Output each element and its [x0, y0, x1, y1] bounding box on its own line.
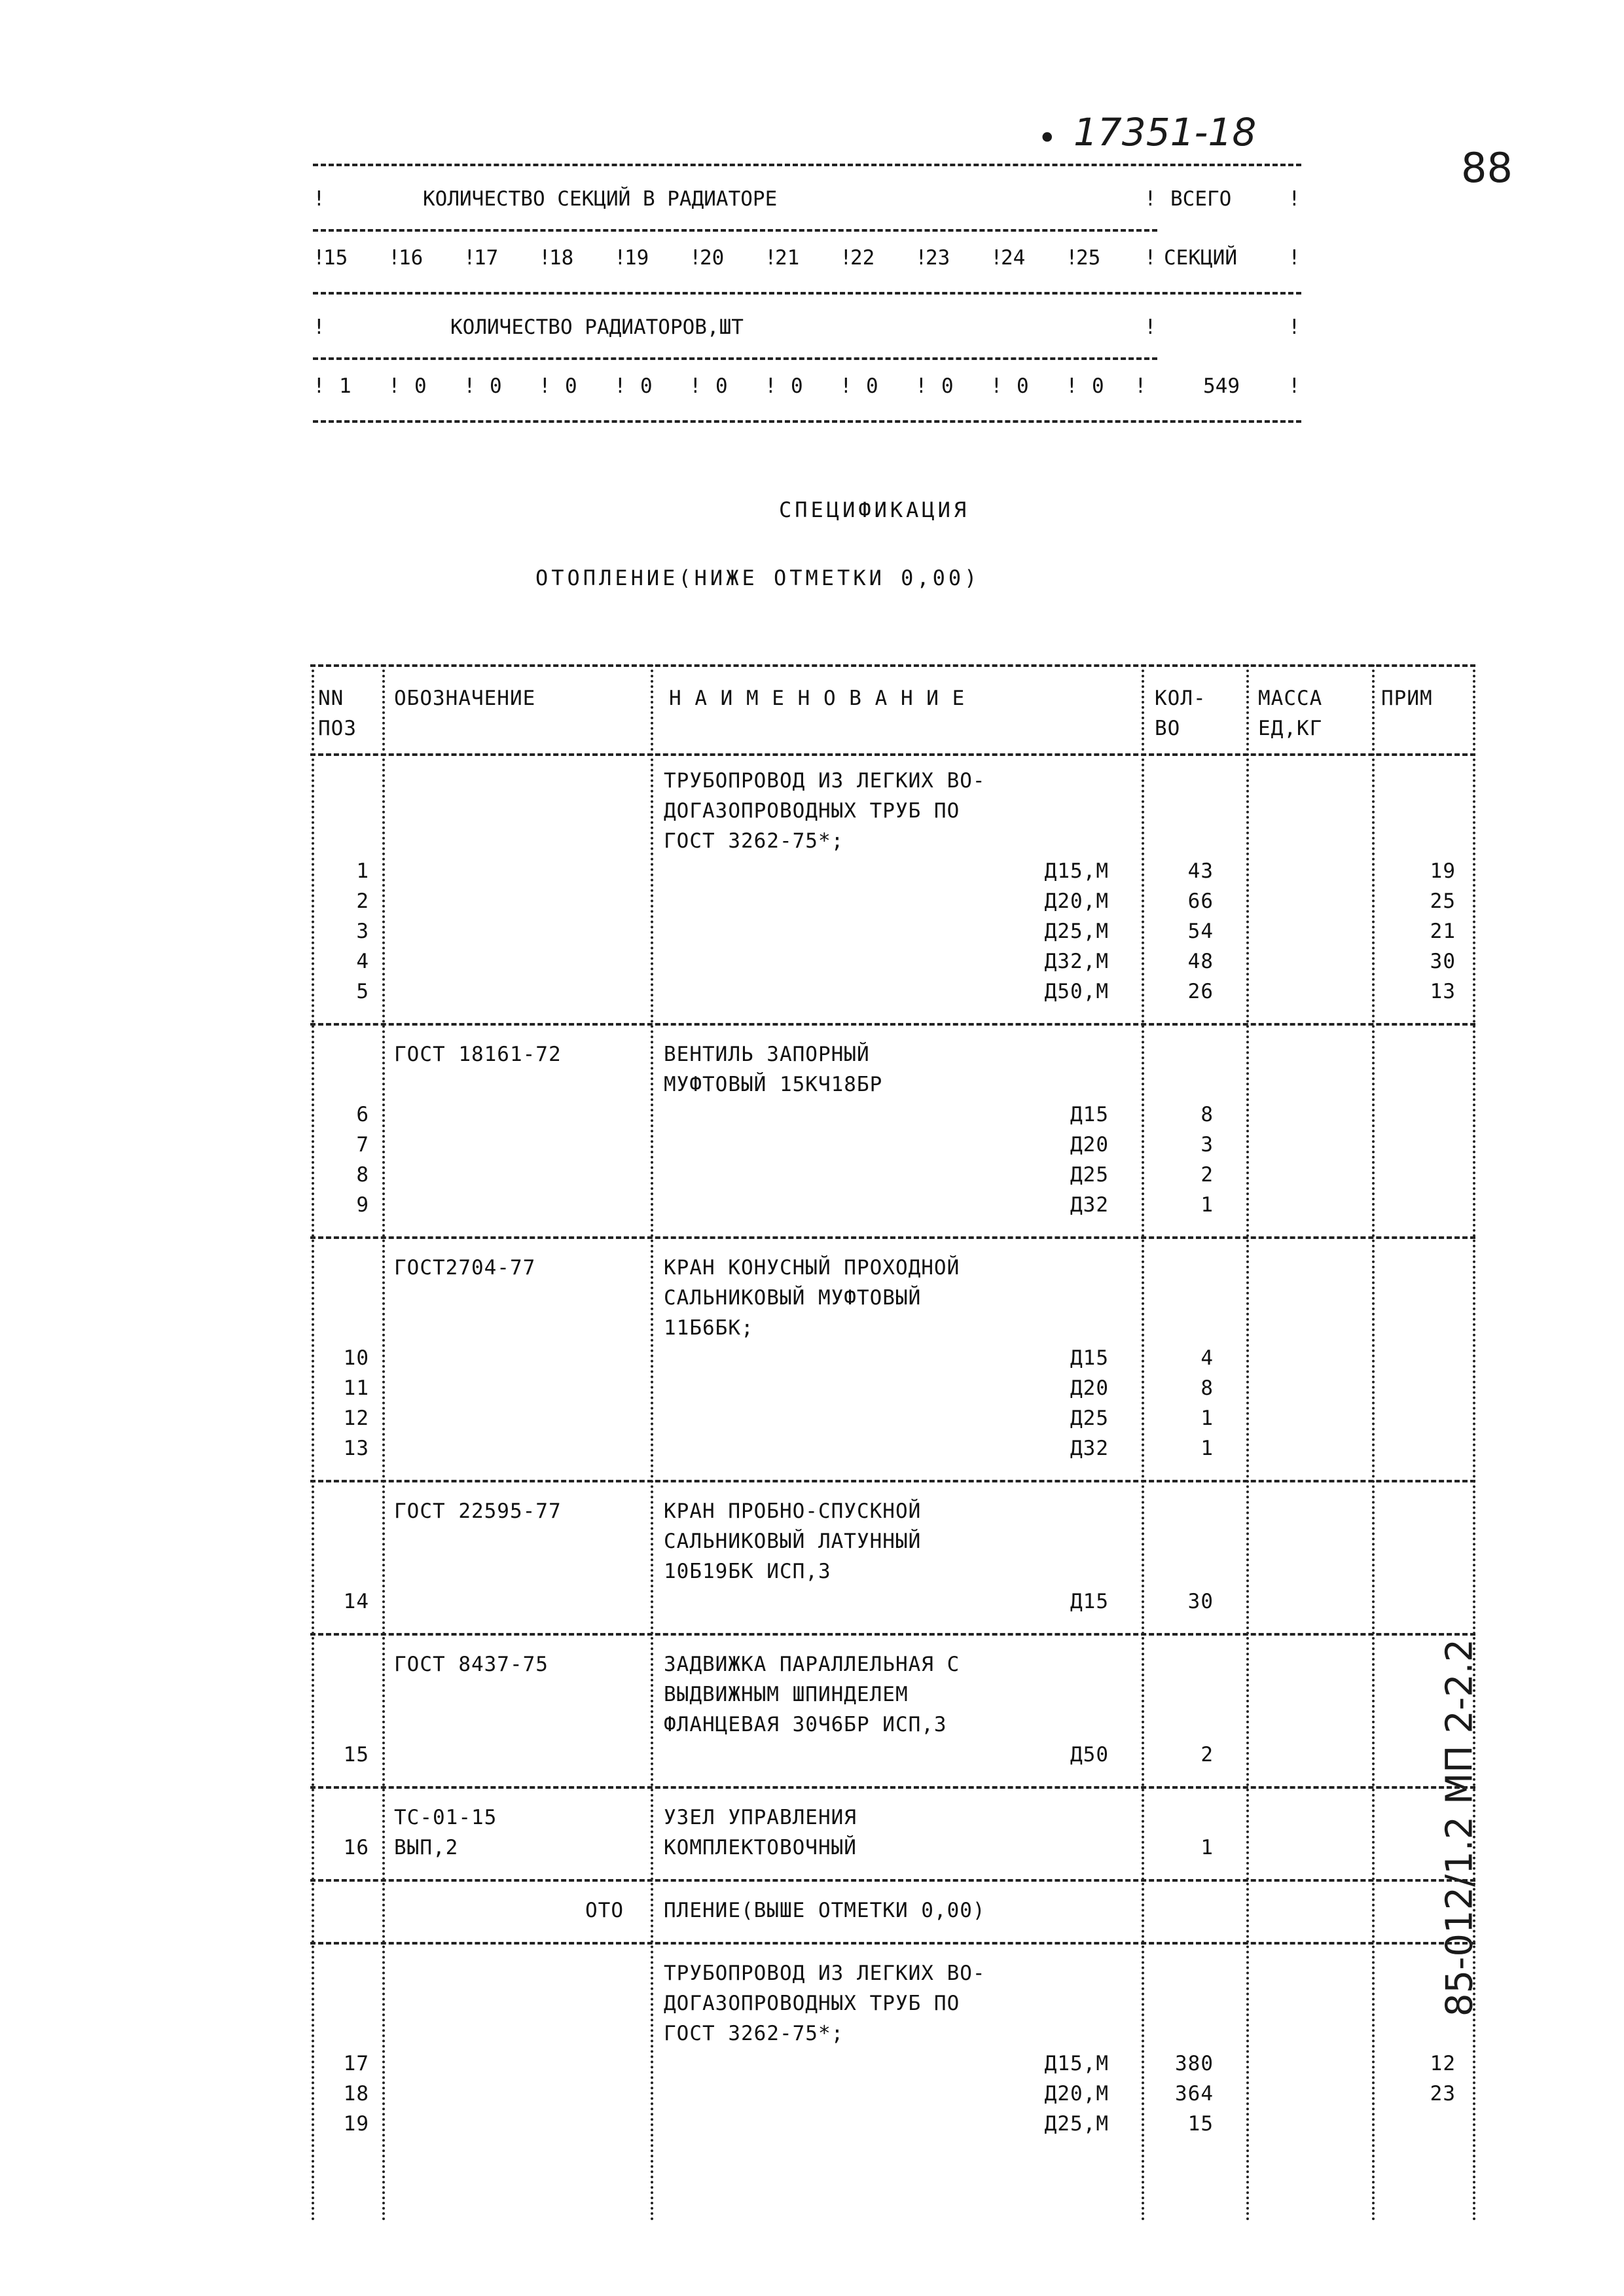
- count-caption-row: ! КОЛИЧЕСТВО РАДИАТОРОВ,ШТ ! !: [313, 315, 1301, 339]
- total-label-2: СЕКЦИЙ: [1164, 246, 1237, 270]
- item-size: Д20: [1070, 1376, 1109, 1400]
- position-number: 17: [343, 2052, 369, 2075]
- section-count-18: 18: [549, 246, 574, 270]
- section-count-17: 17: [474, 246, 499, 270]
- position-number: 1: [356, 859, 369, 883]
- item-name: ТРУБОПРОВОД ИЗ ЛЕГКИХ ВО-: [664, 1962, 986, 1985]
- col-qty-header: КОЛ-: [1155, 687, 1206, 710]
- note: 19: [1430, 859, 1456, 883]
- cell-separator: !: [1066, 374, 1078, 398]
- cell-separator: !: [840, 246, 852, 270]
- quantity: 364: [1175, 2082, 1214, 2106]
- section-count-22: 22: [850, 246, 875, 270]
- radiator-count: 0: [640, 374, 653, 398]
- cell-separator: !: [840, 374, 852, 398]
- radiator-caption-row: ! КОЛИЧЕСТВО СЕКЦИЙ В РАДИАТОРЕ ! ВСЕГО !: [313, 187, 1301, 211]
- position-number: 11: [343, 1376, 369, 1400]
- item-size: Д32: [1070, 1437, 1109, 1460]
- quantity: 380: [1175, 2052, 1214, 2075]
- quantity: 8: [1200, 1376, 1214, 1400]
- item-name: ДОГАЗОПРОВОДНЫХ ТРУБ ПО: [664, 799, 960, 823]
- position-number: 8: [356, 1163, 369, 1187]
- divider: [310, 1236, 1475, 1239]
- position-number: 3: [356, 920, 369, 943]
- designation: ГОСТ 8437-75: [394, 1653, 549, 1676]
- col-separator: [1473, 664, 1475, 2222]
- col-separator: [1246, 664, 1249, 2222]
- radiator-count: 0: [1017, 374, 1029, 398]
- col-name-header: Н А И М Е Н О В А Н И Е: [669, 687, 965, 710]
- quantity: 2: [1200, 1163, 1214, 1187]
- item-size: Д25,М: [1044, 920, 1109, 943]
- section-count-20: 20: [700, 246, 725, 270]
- quantity: 8: [1200, 1103, 1214, 1126]
- item-size: Д32: [1070, 1193, 1109, 1217]
- col-separator: [651, 664, 653, 2222]
- radiator-count: 0: [941, 374, 954, 398]
- designation: ГОСТ 18161-72: [394, 1043, 562, 1066]
- cell-separator: !: [915, 246, 928, 270]
- quantity: 30: [1187, 1590, 1214, 1613]
- divider: [313, 292, 1301, 295]
- item-name: САЛЬНИКОВЫЙ МУФТОВЫЙ: [664, 1286, 922, 1310]
- item-size: Д20,М: [1044, 889, 1109, 913]
- radiator-count: 0: [414, 374, 427, 398]
- col-separator: [312, 664, 314, 2222]
- item-name: УЗЕЛ УПРАВЛЕНИЯ: [664, 1806, 857, 1829]
- item-name: МУФТОВЫЙ 15КЧ18БР: [664, 1073, 883, 1096]
- count-caption: КОЛИЧЕСТВО РАДИАТОРОВ,ШТ: [450, 315, 744, 339]
- section-break-prefix: ОТО: [585, 1899, 624, 1922]
- page-number: 88: [1461, 144, 1513, 192]
- quantity: 1: [1200, 1437, 1214, 1460]
- total-sections: 549: [1203, 374, 1240, 398]
- quantity: 1: [1200, 1836, 1214, 1859]
- quantity: 1: [1200, 1407, 1214, 1430]
- note: 23: [1430, 2082, 1456, 2106]
- quantity: 4: [1200, 1346, 1214, 1370]
- item-size: Д50: [1070, 1743, 1109, 1767]
- position-number: 2: [356, 889, 369, 913]
- section-count-21: 21: [775, 246, 800, 270]
- position-number: 4: [356, 950, 369, 973]
- item-name: ФЛАНЦЕВАЯ 30Ч6БР ИСП,3: [664, 1713, 947, 1736]
- cell-separator: !: [313, 374, 325, 398]
- divider: [313, 164, 1301, 166]
- side-code: 85-012/1.2 МП 2-2.2: [1438, 1638, 1481, 2017]
- position-number: 12: [343, 1407, 369, 1430]
- divider: [310, 753, 1475, 756]
- item-size: Д20: [1070, 1133, 1109, 1157]
- section-count-23: 23: [926, 246, 950, 270]
- cell-separator: !: [539, 246, 551, 270]
- position-number: 16: [343, 1836, 369, 1859]
- cell-separator: !: [388, 246, 401, 270]
- note: 21: [1430, 920, 1456, 943]
- position-number: 6: [356, 1103, 369, 1126]
- item-name: КРАН КОНУСНЫЙ ПРОХОДНОЙ: [664, 1256, 960, 1280]
- quantity: 3: [1200, 1133, 1214, 1157]
- cell-separator: !: [463, 374, 476, 398]
- divider: [310, 1480, 1475, 1482]
- doc-number-dot: •: [1038, 119, 1057, 157]
- item-size: Д15: [1070, 1346, 1109, 1370]
- position-number: 5: [356, 980, 369, 1003]
- item-size: Д15,М: [1044, 2052, 1109, 2075]
- item-size: Д20,М: [1044, 2082, 1109, 2106]
- quantity: 26: [1187, 980, 1214, 1003]
- spec-table: [310, 664, 1475, 2222]
- quantity: 54: [1187, 920, 1214, 943]
- quantity: 48: [1187, 950, 1214, 973]
- quantity: 2: [1200, 1743, 1214, 1767]
- radiator-caption: КОЛИЧЕСТВО СЕКЦИЙ В РАДИАТОРЕ: [423, 187, 778, 211]
- cell-separator: !: [1134, 374, 1147, 398]
- note: 12: [1430, 2052, 1456, 2075]
- col-note-header: ПРИМ: [1381, 687, 1433, 710]
- item-name: КРАН ПРОБНО-СПУСКНОЙ: [664, 1499, 922, 1523]
- cell-separator: !: [765, 374, 777, 398]
- cell-separator: !: [313, 246, 325, 270]
- sections-row: ! СЕКЦИЙ ! ! 15 ! 16 ! 17 ! 18 ! 19 ! 20 ! 21 ! 22 ! 23 ! 24 ! 25: [313, 246, 1301, 270]
- item-name: 11Б6БК;: [664, 1316, 754, 1340]
- col-mass-header-2: ЕД,КГ: [1258, 717, 1323, 740]
- radiator-count: 0: [791, 374, 803, 398]
- cell-separator: !: [614, 246, 626, 270]
- item-size: Д50,М: [1044, 980, 1109, 1003]
- note: 13: [1430, 980, 1456, 1003]
- col-pos-header: NN: [318, 687, 344, 710]
- item-name: ТРУБОПРОВОД ИЗ ЛЕГКИХ ВО-: [664, 769, 986, 793]
- radiator-count: 0: [715, 374, 728, 398]
- item-size: Д15: [1070, 1103, 1109, 1126]
- cell-separator: !: [990, 374, 1003, 398]
- cell-separator: !: [765, 246, 777, 270]
- cell-separator: !: [614, 374, 626, 398]
- item-name: ВЕНТИЛЬ ЗАПОРНЫЙ: [664, 1043, 870, 1066]
- item-name: 10Б19БК ИСП,3: [664, 1560, 831, 1583]
- item-name: КОМПЛЕКТОВОЧНЫЙ: [664, 1836, 857, 1859]
- quantity: 66: [1187, 889, 1214, 913]
- item-name: ДОГАЗОПРОВОДНЫХ ТРУБ ПО: [664, 1992, 960, 2015]
- divider: [310, 1786, 1475, 1789]
- position-number: 15: [343, 1743, 369, 1767]
- radiator-count: 0: [490, 374, 502, 398]
- col-separator: [382, 664, 385, 2222]
- divider: [310, 1879, 1475, 1882]
- divider: [310, 664, 1475, 667]
- position-number: 7: [356, 1133, 369, 1157]
- section-count-24: 24: [1001, 246, 1026, 270]
- item-name: САЛЬНИКОВЫЙ ЛАТУННЫЙ: [664, 1530, 922, 1553]
- col-designation-header: ОБОЗНАЧЕНИЕ: [394, 687, 536, 710]
- counts-row: 549 ! ! 1 ! 0 ! 0 ! 0 ! 0 ! 0 ! 0 ! 0 ! 0 ! 0 ! 0 !: [313, 374, 1301, 398]
- col-separator: [1142, 664, 1144, 2222]
- item-name: ЗАДВИЖКА ПАРАЛЛЕЛЬНАЯ С: [664, 1653, 960, 1676]
- item-size: Д25,М: [1044, 2112, 1109, 2136]
- designation: ГОСТ2704-77: [394, 1256, 536, 1280]
- spec-title: СПЕЦИФИКАЦИЯ: [779, 497, 970, 522]
- total-label: ВСЕГО: [1170, 187, 1232, 211]
- position-number: 18: [343, 2082, 369, 2106]
- quantity: 43: [1187, 859, 1214, 883]
- cell-separator: !: [915, 374, 928, 398]
- item-size: Д25: [1070, 1163, 1109, 1187]
- quantity: 15: [1187, 2112, 1214, 2136]
- divider: [310, 1023, 1475, 1026]
- item-name: ВЫДВИЖНЫМ ШПИНДЕЛЕМ: [664, 1683, 909, 1706]
- section-count-16: 16: [399, 246, 424, 270]
- radiator-count: 0: [565, 374, 577, 398]
- doc-number: 17351-18: [1074, 110, 1257, 154]
- col-mass-header: МАССА: [1258, 687, 1323, 710]
- section-break-title: ПЛЕНИЕ(ВЫШЕ ОТМЕТКИ 0,00): [664, 1899, 986, 1922]
- designation: ГОСТ 22595-77: [394, 1499, 562, 1523]
- col-separator: [1372, 664, 1375, 2222]
- designation: ТС-01-15: [394, 1806, 497, 1829]
- divider: [313, 420, 1301, 423]
- section-count-15: 15: [323, 246, 348, 270]
- item-size: Д15,М: [1044, 859, 1109, 883]
- cell-separator: !: [463, 246, 476, 270]
- item-size: Д25: [1070, 1407, 1109, 1430]
- quantity: 1: [1200, 1193, 1214, 1217]
- item-name: ГОСТ 3262-75*;: [664, 2022, 844, 2045]
- cell-separator: !: [689, 246, 702, 270]
- section-count-19: 19: [624, 246, 649, 270]
- divider: [310, 1942, 1475, 1945]
- col-qty-header-2: ВО: [1155, 717, 1181, 740]
- position-number: 10: [343, 1346, 369, 1370]
- cell-separator: !: [990, 246, 1003, 270]
- cell-separator: !: [539, 374, 551, 398]
- note: 25: [1430, 889, 1456, 913]
- spec-subtitle: ОТОПЛЕНИЕ(НИЖЕ ОТМЕТКИ 0,00): [535, 565, 981, 590]
- radiator-count: 0: [1092, 374, 1104, 398]
- item-size: Д15: [1070, 1590, 1109, 1613]
- designation: ВЫП,2: [394, 1836, 459, 1859]
- divider: [310, 1633, 1475, 1636]
- position-number: 9: [356, 1193, 369, 1217]
- col-pos-header-2: ПОЗ: [318, 717, 357, 740]
- position-number: 19: [343, 2112, 369, 2136]
- cell-separator: !: [689, 374, 702, 398]
- cell-separator: !: [388, 374, 401, 398]
- section-count-25: 25: [1076, 246, 1101, 270]
- radiator-count: 0: [866, 374, 878, 398]
- item-name: ГОСТ 3262-75*;: [664, 829, 844, 853]
- note: 30: [1430, 950, 1456, 973]
- position-number: 14: [343, 1590, 369, 1613]
- radiator-count: 1: [339, 374, 352, 398]
- cell-separator: !: [1066, 246, 1078, 270]
- item-size: Д32,М: [1044, 950, 1109, 973]
- position-number: 13: [343, 1437, 369, 1460]
